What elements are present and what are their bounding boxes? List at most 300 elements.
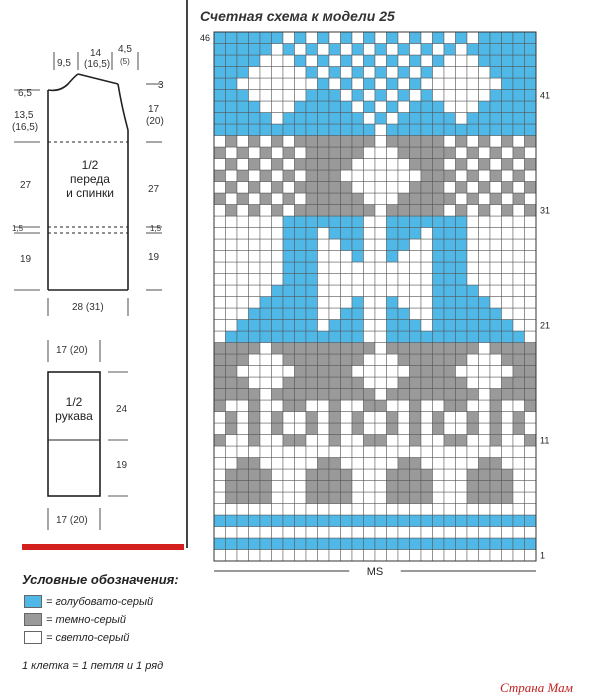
chart-cell	[329, 343, 341, 355]
chart-cell	[283, 101, 295, 113]
chart-cell	[456, 182, 468, 194]
chart-cell	[352, 308, 364, 320]
chart-cell	[525, 504, 537, 516]
chart-cell	[272, 147, 284, 159]
chart-cell	[341, 446, 353, 458]
chart-cell	[433, 308, 445, 320]
chart-cell	[444, 262, 456, 274]
chart-title: Счетная схема к модели 25	[200, 8, 395, 24]
chart-cell	[375, 366, 387, 378]
chart-cell	[260, 538, 272, 550]
chart-cell	[318, 458, 330, 470]
chart-cell	[502, 538, 514, 550]
chart-cell	[513, 32, 525, 44]
chart-cell	[214, 423, 226, 435]
chart-cell	[214, 492, 226, 504]
chart-cell	[260, 377, 272, 389]
chart-cell	[318, 216, 330, 228]
chart-cell	[272, 527, 284, 539]
chart-cell	[525, 159, 537, 171]
chart-cell	[433, 239, 445, 251]
chart-cell	[341, 469, 353, 481]
chart-cell	[398, 136, 410, 148]
chart-cell	[214, 354, 226, 366]
chart-cell	[421, 90, 433, 102]
chart-cell	[341, 67, 353, 79]
chart-cell	[318, 377, 330, 389]
chart-cell	[375, 354, 387, 366]
chart-cell	[421, 193, 433, 205]
chart-cell	[513, 423, 525, 435]
chart-cell	[479, 159, 491, 171]
chart-cell	[433, 274, 445, 286]
chart-cell	[421, 469, 433, 481]
chart-cell	[214, 320, 226, 332]
dim-neck-depth: 6,5	[18, 88, 32, 99]
chart-cell	[214, 297, 226, 309]
chart-cell	[364, 182, 376, 194]
chart-cell	[410, 308, 422, 320]
chart-cell	[260, 285, 272, 297]
chart-cell	[479, 308, 491, 320]
chart-cell	[249, 435, 261, 447]
chart-cell	[479, 504, 491, 516]
chart-cell	[410, 400, 422, 412]
chart-cell	[249, 343, 261, 355]
chart-cell	[226, 193, 238, 205]
chart-cell	[398, 274, 410, 286]
body-label-line-2: переда	[70, 172, 110, 186]
chart-cell	[260, 446, 272, 458]
chart-cell	[214, 228, 226, 240]
chart-cell	[272, 366, 284, 378]
chart-cell	[237, 55, 249, 67]
chart-cell	[513, 481, 525, 493]
chart-row-label: 21	[540, 320, 551, 331]
chart-cell	[490, 90, 502, 102]
chart-cell	[421, 297, 433, 309]
chart-cell	[295, 550, 307, 562]
chart-cell	[525, 435, 537, 447]
chart-cell	[410, 67, 422, 79]
chart-cell	[237, 515, 249, 527]
chart-cell	[306, 527, 318, 539]
chart-cell	[341, 354, 353, 366]
chart-cell	[502, 147, 514, 159]
chart-cell	[341, 343, 353, 355]
chart-cell	[502, 78, 514, 90]
chart-cell	[226, 274, 238, 286]
chart-cell	[502, 228, 514, 240]
chart-cell	[479, 297, 491, 309]
chart-cell	[375, 423, 387, 435]
chart-cell	[375, 159, 387, 171]
chart-cell	[375, 113, 387, 125]
chart-cell	[502, 170, 514, 182]
chart-cell	[226, 182, 238, 194]
chart-cell	[410, 469, 422, 481]
chart-cell	[318, 308, 330, 320]
chart-cell	[490, 44, 502, 56]
chart-cell	[364, 216, 376, 228]
chart-cell	[456, 67, 468, 79]
chart-cell	[525, 458, 537, 470]
chart-cell	[502, 44, 514, 56]
chart-cell	[490, 492, 502, 504]
chart-cell	[398, 124, 410, 136]
chart-cell	[433, 469, 445, 481]
chart-cell	[421, 504, 433, 516]
chart-cell	[260, 170, 272, 182]
chart-cell	[295, 32, 307, 44]
chart-cell	[456, 32, 468, 44]
chart-cell	[352, 389, 364, 401]
chart-cell	[318, 343, 330, 355]
chart-cell	[387, 435, 399, 447]
chart-cell	[375, 136, 387, 148]
chart-cell	[398, 193, 410, 205]
chart-cell	[272, 308, 284, 320]
chart-cell	[295, 67, 307, 79]
chart-cell	[341, 274, 353, 286]
chart-cell	[410, 239, 422, 251]
chart-cell	[490, 435, 502, 447]
chart-cell	[490, 308, 502, 320]
chart-cell	[249, 504, 261, 516]
chart-cell	[398, 423, 410, 435]
chart-cell	[214, 527, 226, 539]
chart-cell	[433, 113, 445, 125]
chart-cell	[444, 412, 456, 424]
chart-cell	[467, 67, 479, 79]
chart-cell	[398, 354, 410, 366]
chart-cell	[249, 423, 261, 435]
chart-cell	[306, 343, 318, 355]
chart-cell	[456, 170, 468, 182]
chart-cell	[525, 320, 537, 332]
chart-cell	[329, 446, 341, 458]
chart-cell	[525, 90, 537, 102]
chart-cell	[272, 228, 284, 240]
chart-cell	[502, 320, 514, 332]
chart-cell	[214, 389, 226, 401]
chart-cell	[398, 504, 410, 516]
chart-cell	[341, 55, 353, 67]
chart-cell	[329, 193, 341, 205]
chart-cell	[467, 136, 479, 148]
chart-cell	[364, 205, 376, 217]
chart-cell	[456, 469, 468, 481]
chart-cell	[467, 423, 479, 435]
chart-cell	[490, 147, 502, 159]
chart-cell	[295, 320, 307, 332]
chart-cell	[341, 262, 353, 274]
chart-cell	[329, 251, 341, 263]
chart-cell	[502, 423, 514, 435]
chart-cell	[364, 412, 376, 424]
chart-cell	[306, 515, 318, 527]
chart-cell	[237, 285, 249, 297]
chart-cell	[283, 285, 295, 297]
chart-cell	[352, 285, 364, 297]
chart-cell	[214, 251, 226, 263]
chart-cell	[456, 216, 468, 228]
chart-cell	[525, 124, 537, 136]
chart-cell	[433, 44, 445, 56]
chart-cell	[467, 159, 479, 171]
chart-cell	[214, 262, 226, 274]
chart-cell	[421, 251, 433, 263]
chart-cell	[525, 251, 537, 263]
chart-cell	[433, 423, 445, 435]
chart-cell	[237, 458, 249, 470]
chart-cell	[387, 515, 399, 527]
chart-cell	[398, 159, 410, 171]
chart-cell	[444, 481, 456, 493]
chart-cell	[306, 366, 318, 378]
chart-cell	[341, 297, 353, 309]
chart-cell	[295, 331, 307, 343]
chart-cell	[341, 124, 353, 136]
chart-cell	[364, 136, 376, 148]
chart-cell	[387, 216, 399, 228]
chart-cell	[398, 182, 410, 194]
chart-cell	[444, 297, 456, 309]
chart-cell	[226, 262, 238, 274]
chart-cell	[490, 481, 502, 493]
chart-cell	[329, 458, 341, 470]
chart-cell	[513, 90, 525, 102]
chart-cell	[513, 285, 525, 297]
chart-cell	[502, 193, 514, 205]
chart-cell	[421, 239, 433, 251]
chart-cell	[433, 297, 445, 309]
chart-cell	[260, 193, 272, 205]
chart-cell	[410, 216, 422, 228]
chart-cell	[433, 389, 445, 401]
chart-cell	[272, 136, 284, 148]
chart-cell	[467, 412, 479, 424]
chart-cell	[398, 538, 410, 550]
chart-cell	[502, 527, 514, 539]
chart-cell	[375, 147, 387, 159]
chart-cell	[364, 389, 376, 401]
chart-cell	[444, 366, 456, 378]
chart-cell	[283, 412, 295, 424]
chart-cell	[272, 159, 284, 171]
chart-cell	[421, 147, 433, 159]
chart-cell	[260, 400, 272, 412]
chart-cell	[226, 504, 238, 516]
chart-cell	[513, 193, 525, 205]
chart-cell	[329, 182, 341, 194]
chart-cell	[352, 515, 364, 527]
chart-cell	[479, 527, 491, 539]
legend-label-white: = светло-серый	[46, 631, 130, 644]
chart-cell	[329, 274, 341, 286]
chart-cell	[467, 228, 479, 240]
chart-cell	[306, 55, 318, 67]
chart-cell	[283, 147, 295, 159]
chart-cell	[479, 216, 491, 228]
chart-cell	[283, 527, 295, 539]
chart-cell	[341, 366, 353, 378]
chart-cell	[260, 239, 272, 251]
chart-cell	[329, 32, 341, 44]
chart-cell	[410, 297, 422, 309]
chart-cell	[456, 193, 468, 205]
chart-cell	[387, 308, 399, 320]
chart-cell	[295, 182, 307, 194]
chart-cell	[444, 90, 456, 102]
chart-cell	[421, 170, 433, 182]
chart-cell	[295, 423, 307, 435]
chart-cell	[467, 504, 479, 516]
chart-cell	[525, 423, 537, 435]
chart-cell	[490, 331, 502, 343]
chart-cell	[260, 527, 272, 539]
chart-cell	[249, 251, 261, 263]
chart-cell	[467, 400, 479, 412]
chart-cell	[226, 251, 238, 263]
chart-row-label: 31	[540, 205, 551, 216]
chart-cell	[525, 446, 537, 458]
chart-cell	[502, 182, 514, 194]
chart-cell	[398, 32, 410, 44]
chart-cell	[525, 78, 537, 90]
chart-cell	[444, 435, 456, 447]
chart-cell	[352, 205, 364, 217]
dim-lower-length-right: 19	[148, 252, 160, 263]
chart-cell	[237, 78, 249, 90]
chart-cell	[387, 182, 399, 194]
chart-cell	[387, 262, 399, 274]
chart-cell	[260, 389, 272, 401]
chart-cell	[318, 400, 330, 412]
chart-cell	[260, 101, 272, 113]
chart-cell	[421, 331, 433, 343]
chart-cell	[226, 492, 238, 504]
chart-cell	[502, 469, 514, 481]
chart-cell	[226, 331, 238, 343]
chart-cell	[375, 343, 387, 355]
chart-cell	[237, 124, 249, 136]
chart-cell	[513, 320, 525, 332]
chart-cell	[214, 32, 226, 44]
chart-cell	[467, 366, 479, 378]
chart-cell	[249, 262, 261, 274]
chart-cell	[341, 492, 353, 504]
chart-cell	[398, 44, 410, 56]
chart-cell	[318, 469, 330, 481]
chart-cell	[306, 182, 318, 194]
chart-cell	[375, 239, 387, 251]
chart-cell	[456, 101, 468, 113]
chart-cell	[513, 297, 525, 309]
chart-cell	[467, 101, 479, 113]
chart-cell	[513, 492, 525, 504]
chart-cell	[479, 538, 491, 550]
chart-cell	[490, 262, 502, 274]
chart-cell	[283, 343, 295, 355]
chart-cell	[318, 389, 330, 401]
chart-cell	[214, 400, 226, 412]
chart-cell	[249, 78, 261, 90]
chart-cell	[341, 400, 353, 412]
chart-cell	[364, 124, 376, 136]
legend-swatch-blue	[24, 595, 42, 608]
chart-cell	[375, 32, 387, 44]
chart-cell	[410, 538, 422, 550]
chart-cell	[341, 147, 353, 159]
chart-cell	[513, 308, 525, 320]
chart-cell	[318, 228, 330, 240]
chart-cell	[295, 285, 307, 297]
chart-cell	[226, 389, 238, 401]
chart-cell	[283, 44, 295, 56]
chart-cell	[272, 90, 284, 102]
chart-cell	[249, 32, 261, 44]
chart-cell	[249, 159, 261, 171]
chart-cell	[352, 239, 364, 251]
chart-cell	[479, 274, 491, 286]
chart-cell	[214, 515, 226, 527]
chart-cell	[329, 67, 341, 79]
chart-cell	[364, 308, 376, 320]
chart-cell	[341, 538, 353, 550]
chart-cell	[398, 297, 410, 309]
chart-cell	[295, 159, 307, 171]
chart-cell	[329, 159, 341, 171]
chart-cell	[318, 78, 330, 90]
chart-cell	[502, 550, 514, 562]
chart-cell	[272, 492, 284, 504]
chart-cell	[525, 101, 537, 113]
chart-cell	[260, 354, 272, 366]
chart-cell	[260, 320, 272, 332]
chart-cell	[479, 251, 491, 263]
chart-cell	[433, 366, 445, 378]
chart-cell	[467, 389, 479, 401]
chart-cell	[329, 481, 341, 493]
chart-cell	[410, 147, 422, 159]
chart-cell	[352, 274, 364, 286]
chart-cell	[467, 239, 479, 251]
chart-cell	[444, 550, 456, 562]
chart-cell	[329, 90, 341, 102]
chart-cell	[214, 147, 226, 159]
chart-cell	[375, 216, 387, 228]
chart-cell	[444, 182, 456, 194]
chart-cell	[214, 113, 226, 125]
dim-armhole-right: 17	[148, 104, 160, 115]
chart-cell	[513, 78, 525, 90]
chart-cell	[352, 251, 364, 263]
red-separator-bar	[22, 544, 184, 550]
chart-cell	[341, 389, 353, 401]
chart-cell	[410, 412, 422, 424]
chart-cell	[260, 262, 272, 274]
chart-cell	[375, 412, 387, 424]
chart-cell	[329, 389, 341, 401]
chart-cell	[318, 251, 330, 263]
chart-cell	[352, 331, 364, 343]
chart-cell	[421, 308, 433, 320]
chart-cell	[421, 228, 433, 240]
chart-cell	[329, 492, 341, 504]
chart-cell	[341, 320, 353, 332]
chart-cell	[306, 239, 318, 251]
